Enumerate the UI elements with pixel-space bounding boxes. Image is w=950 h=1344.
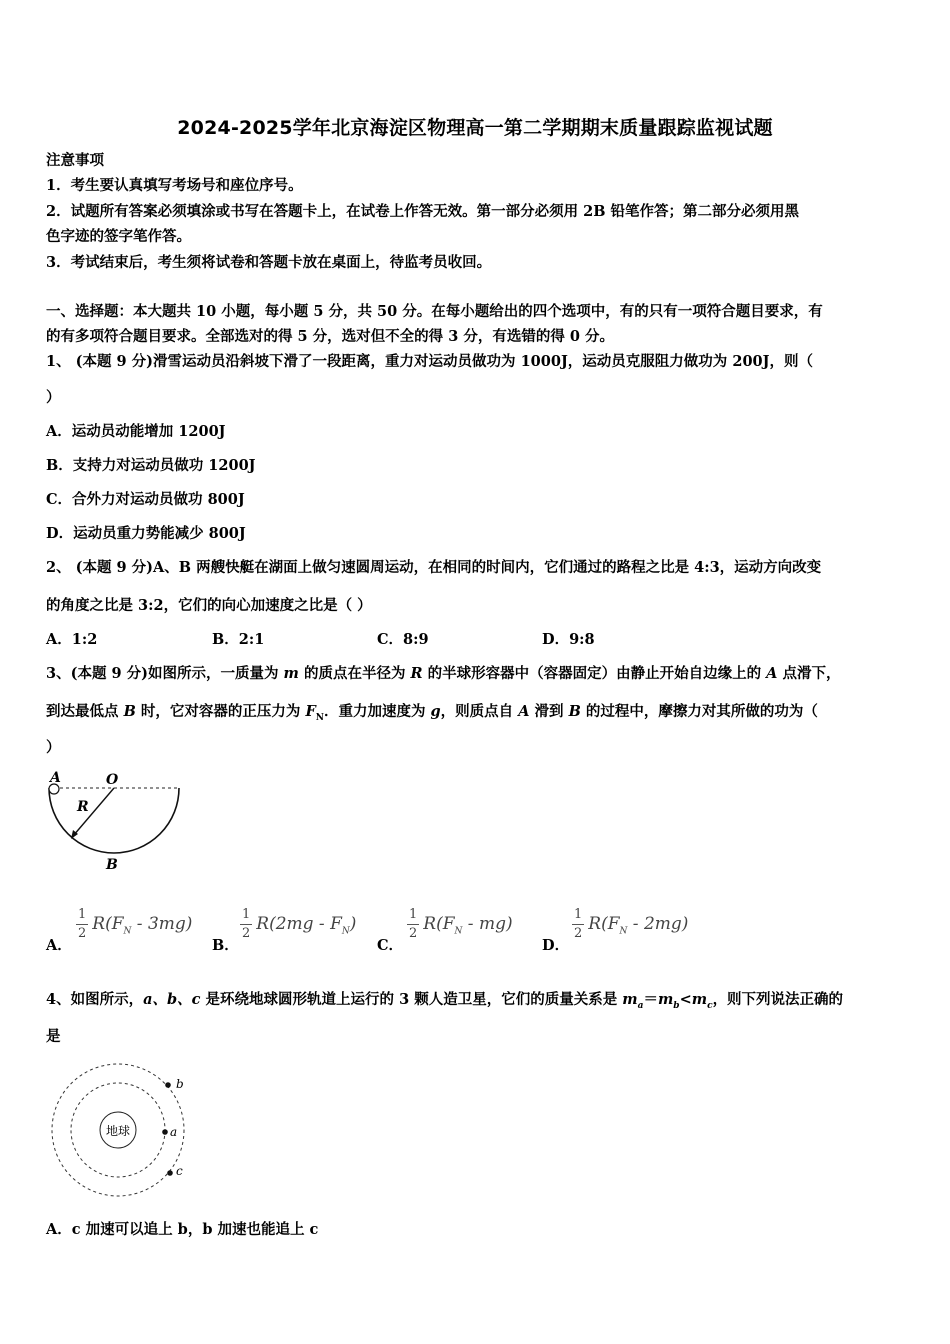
- satellite-a-dot: [162, 1129, 168, 1135]
- q1-option-a: A．运动员动能增加 1200J: [46, 423, 226, 440]
- q2-option-c: C．8:9: [377, 631, 429, 648]
- bowl-arc: [49, 788, 179, 853]
- q2-option-b: B．2:1: [212, 631, 265, 648]
- q3-option-d: D． $\frac{1}{2}$ $R(F_N - 2mg)$: [542, 907, 689, 954]
- q3-option-b: B． $\frac{1}{2}$ $R(2mg - F_N)$: [212, 907, 357, 954]
- notice-item-2: 2．试题所有答案必须填涂或书写在答题卡上，在试卷上作答无效。第一部分必须用 2B 铅笔作答；第二部分必须用黑: [46, 203, 800, 220]
- q2-option-d: D．9:8: [542, 631, 595, 648]
- q4-stem-line2: 是: [46, 1028, 61, 1045]
- notice-item-1: 1．考生要认真填写考场号和座位序号。: [46, 177, 303, 194]
- q1-option-b: B．支持力对运动员做功 1200J: [46, 457, 256, 474]
- q3-stem-line2: 到达最低点 B 时，它对容器的正压力为 $F_N$．重力加速度为 g，则质点自 A 滑到 B 的过程中，摩擦力对其所做的功为（: [46, 703, 818, 723]
- page-title: 2024-2025学年北京海淀区物理高一第二学期期末质量跟踪监视试题: [177, 117, 773, 139]
- notice-item-2-cont: 色字迹的签字笔作答。: [46, 228, 191, 245]
- label-A: A: [50, 770, 61, 786]
- q1-option-d: D．运动员重力势能减少 800J: [46, 525, 246, 542]
- q1-stem-close: ）: [46, 389, 61, 406]
- notice-item-3: 3．考试结束后，考生须将试卷和答题卡放在桌面上，待监考员收回。: [46, 254, 492, 271]
- notice-heading: 注意事项: [46, 152, 104, 169]
- satellite-b-dot: [165, 1082, 171, 1088]
- label-B: B: [106, 857, 118, 873]
- label-R: R: [77, 799, 89, 815]
- satellite-c-dot: [167, 1170, 173, 1176]
- q4-orbit-figure: [45, 1058, 195, 1204]
- satellite-c-label: c: [176, 1164, 183, 1178]
- q3-option-a: A． $\frac{1}{2}$ $R(F_N - 3mg)$: [46, 907, 193, 954]
- q3-bowl-figure: [40, 768, 190, 878]
- q4-stem-line1: 4、如图所示，a、b、c 是环绕地球圆形轨道上运行的 3 颗人造卫星，它们的质量关系是 $m_a=m_b<m_c$，则下列说法正确的: [46, 991, 844, 1011]
- section-heading-line2: 的有多项符合题目要求。全部选对的得 5 分，选对但不全的得 3 分，有选错的得 0 分。: [46, 328, 615, 345]
- q1-option-c: C．合外力对运动员做功 800J: [46, 491, 245, 508]
- q2-stem-line1: 2、 (本题 9 分)A、B 两艘快艇在湖面上做匀速圆周运动，在相同的时间内，它们通过的路程之比是 4:3，运动方向改变: [46, 559, 822, 576]
- q3-option-c: C． $\frac{1}{2}$ $R(F_N - mg)$: [377, 907, 513, 954]
- q2-option-a: A．1:2: [46, 631, 98, 648]
- satellite-b-label: b: [176, 1077, 184, 1091]
- section-heading-line1: 一、选择题：本大题共 10 小题，每小题 5 分，共 50 分。在每小题给出的四个选项中，有的只有一项符合题目要求，有: [46, 303, 823, 320]
- q1-stem: 1、 (本题 9 分)滑雪运动员沿斜坡下滑了一段距离，重力对运动员做功为 1000J，运动员克服阻力做功为 200J，则（: [46, 353, 813, 370]
- q3-stem-line1: 3、(本题 9 分)如图所示，一质量为 m 的质点在半径为 R 的半球形容器中（容器固定）由静止开始自边缘上的 A 点滑下，: [46, 665, 841, 682]
- q4-option-a: A．c 加速可以追上 b，b 加速也能追上 c: [46, 1221, 319, 1238]
- earth-label: 地球: [105, 1124, 131, 1138]
- q2-stem-line2: 的角度之比是 3:2，它们的向心加速度之比是（ ）: [46, 597, 372, 614]
- label-O: O: [106, 772, 119, 788]
- q3-stem-close: ）: [46, 739, 61, 756]
- satellite-a-label: a: [170, 1125, 178, 1139]
